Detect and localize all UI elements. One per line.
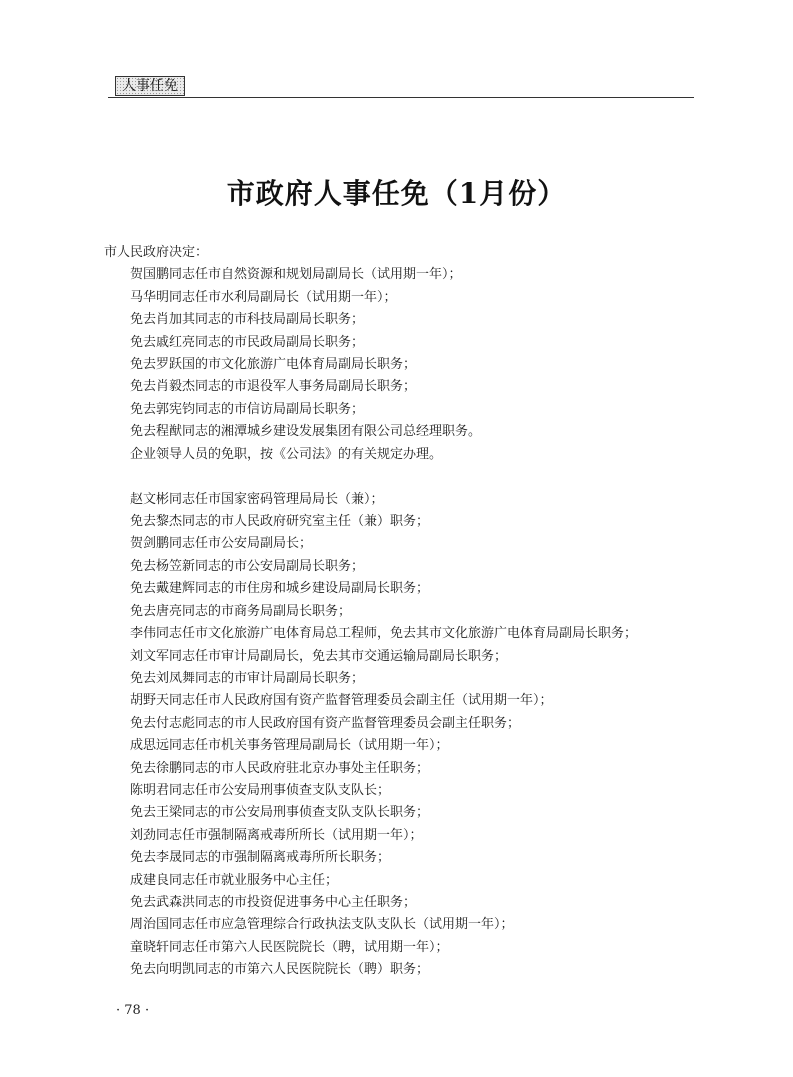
header-rule bbox=[108, 97, 694, 98]
list-item: 贺国鹏同志任市自然资源和规划局副局长（试用期一年）； bbox=[130, 267, 462, 283]
list-item: 陈明君同志任市公安局刑事侦查支队支队长； bbox=[130, 782, 391, 798]
list-item: 免去戴建辉同志的市住房和城乡建设局副局长职务； bbox=[130, 581, 430, 597]
page-title: 市政府人事任免（1月份） bbox=[226, 177, 567, 210]
list-item: 免去罗跃国的市文化旅游广电体育局副局长职务； bbox=[130, 357, 417, 373]
list-item: 童晓轩同志任市第六人民医院院长（聘，试用期一年）； bbox=[130, 939, 449, 955]
list-item: 刘劲同志任市强制隔离戒毒所所长（试用期一年）； bbox=[130, 827, 423, 843]
list-item: 刘文军同志任市审计局副局长，免去其市交通运输局副局长职务； bbox=[130, 648, 508, 664]
list-item: 李伟同志任市文化旅游广电体育局总工程师，免去其市文化旅游广电体育局副局长职务； bbox=[130, 626, 638, 642]
list-item: 免去肖加其同志的市科技局副局长职务； bbox=[130, 312, 365, 328]
list-item: 免去戚红亮同志的市民政局副局长职务； bbox=[130, 334, 365, 350]
page-number: · 78 · bbox=[116, 1003, 150, 1018]
list-item: 免去付志彪同志的市人民政府国有资产监督管理委员会副主任职务； bbox=[130, 715, 521, 731]
list-item: 周治国同志任市应急管理综合行政执法支队支队长（试用期一年）； bbox=[130, 917, 514, 933]
list-item: 免去刘凤舞同志的市审计局副局长职务； bbox=[130, 670, 365, 686]
list-item: 马华明同志任市水利局副局长（试用期一年）； bbox=[130, 289, 397, 305]
section-1 bbox=[104, 264, 704, 466]
section-2 bbox=[104, 489, 704, 982]
section-gap bbox=[104, 466, 704, 489]
intro-line: 市人民政府决定： bbox=[104, 245, 209, 260]
list-item: 成建良同志任市就业服务中心主任； bbox=[130, 872, 339, 888]
list-item: 免去杨笠新同志的市公安局副局长职务； bbox=[130, 558, 365, 574]
list-item: 免去王梁同志的市公安局刑事侦查支队支队长职务； bbox=[130, 805, 430, 821]
list-item: 免去黎杰同志的市人民政府研究室主任（兼）职务； bbox=[130, 514, 430, 530]
list-item: 企业领导人员的免职，按《公司法》的有关规定办理。 bbox=[130, 446, 443, 462]
list-item: 胡野天同志任市人民政府国有资产监督管理委员会副主任（试用期一年）； bbox=[130, 693, 553, 709]
list-item: 免去唐亮同志的市商务局副局长职务； bbox=[130, 603, 352, 619]
list-item: 免去肖毅杰同志的市退役军人事务局副局长职务； bbox=[130, 379, 417, 395]
list-item: 免去李晟同志的市强制隔离戒毒所所长职务； bbox=[130, 850, 391, 866]
list-item: 赵文彬同志任市国家密码管理局局长（兼）； bbox=[130, 491, 384, 507]
list-item: 成思远同志任市机关事务管理局副局长（试用期一年）； bbox=[130, 738, 449, 754]
list-item: 免去武森洪同志的市投资促进事务中心主任职务； bbox=[130, 894, 417, 910]
document-body bbox=[104, 242, 704, 982]
list-item: 免去徐鹏同志的市人民政府驻北京办事处主任职务； bbox=[130, 760, 430, 776]
section-tag: 人事任免 bbox=[115, 76, 185, 96]
list-item: 免去郭宪钧同志的市信访局副局长职务； bbox=[130, 401, 365, 417]
list-item: 免去向明凯同志的市第六人民医院院长（聘）职务； bbox=[130, 962, 430, 978]
list-item: 免去程猷同志的湘潭城乡建设发展集团有限公司总经理职务。 bbox=[130, 424, 482, 440]
list-item: 贺剑鹏同志任市公安局副局长； bbox=[130, 536, 313, 552]
